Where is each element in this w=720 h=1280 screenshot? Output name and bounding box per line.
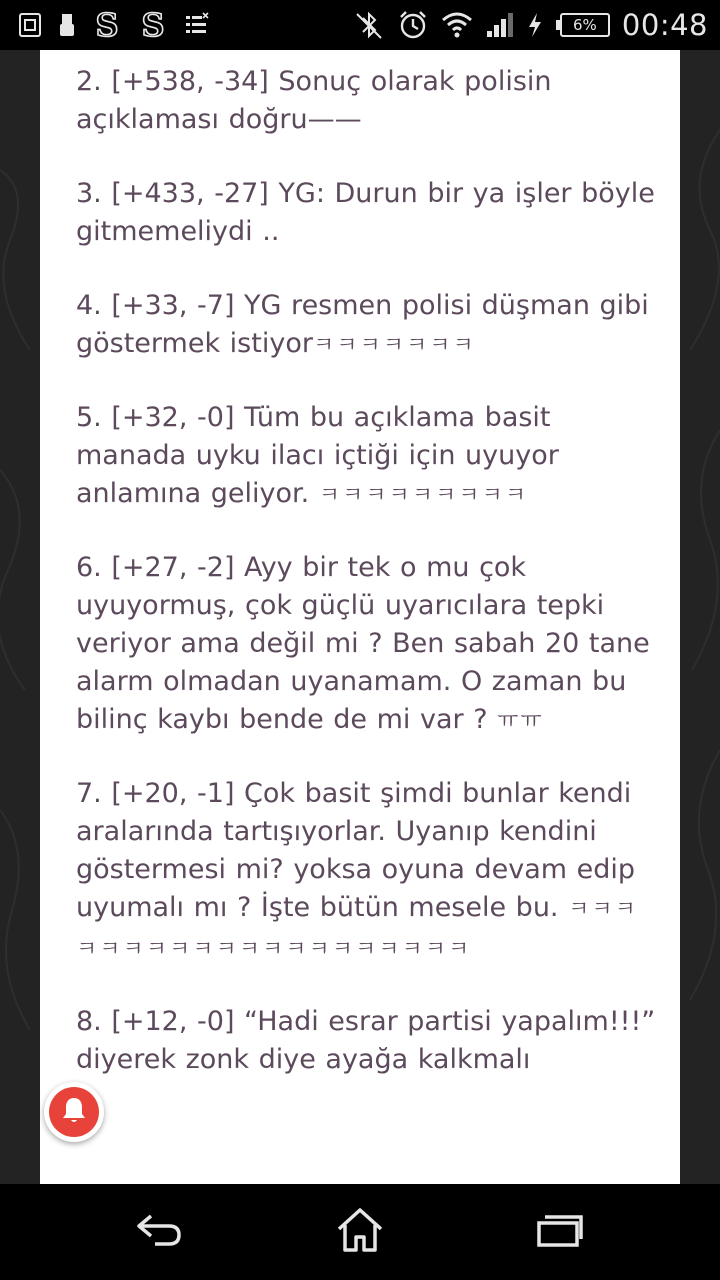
comment-laugh: ㅠㅠ [497,709,544,734]
recent-apps-icon [535,1211,585,1253]
wallpaper-left [0,50,40,1184]
battery-percent: 6% [560,13,610,37]
recent-apps-button[interactable] [530,1206,590,1258]
comment-text: 6. [+27, -2] Ayy bir tek o mu çok uyuyormuş, çok güçlü uyarıcılara tepki veriyor ama değil mi ? Ben sabah 20 tane alarm olmadan uyanamam. O zaman bu bilinç kaybı bende de mi var ? [76,552,650,735]
comment-laugh: ㅋㅋㅋㅋㅋㅋㅋㅋㅋㅋㅋㅋㅋㅋㅋㅋㅋㅋㅋㅋ [76,897,638,962]
comment-item [76,63,656,141]
notes-icon [184,8,210,42]
home-icon [335,1207,385,1257]
bluetooth-off-icon [353,8,385,42]
comment-text: 5. [+32, -0] Tüm bu açıklama basit manada uyku ilacı içtiği için uyuyor anlamına geliyor. [76,402,559,509]
comment-text: 3. [+433, -27] YG: Durun bir ya işler böyle gitmemeliydi .. [76,178,655,247]
wifi-icon [441,8,473,42]
comment-list [76,63,656,1115]
charging-icon [527,8,543,42]
back-arrow-icon [135,1212,185,1252]
comment-text: 7. [+20, -1] Çok basit şimdi bunlar kendi aralarında tartışıyorlar. Uyanıp kendini göstermesi mi? yoksa oyuna devam edip uyumalı mı ? İşte bütün mesele bu. [76,778,636,923]
comment-laugh: ㅋㅋㅋㅋㅋㅋㅋ [312,333,476,358]
app-s-icon [138,8,168,42]
back-button[interactable] [130,1206,190,1258]
usb-icon [58,8,76,42]
navigation-bar [0,1184,720,1280]
comment-laugh: ㅋㅋㅋㅋㅋㅋㅋㅋㅋ [318,483,529,508]
bell-icon [59,1095,89,1129]
status-bar [0,0,720,50]
comment-item [76,399,656,515]
home-button[interactable] [330,1206,390,1258]
notification-bell-button[interactable] [44,1082,104,1142]
article-content[interactable] [40,50,680,1184]
comment-text: 2. [+538, -34] Sonuç olarak polisin açıklaması doğru—— [76,66,552,135]
app-s-icon [92,8,122,42]
battery-indicator [555,13,610,37]
comment-text: 8. [+12, -0] “Hadi esrar partisi yapalım!!!” diyerek zonk diye ayağa kalkmalı [76,1006,656,1075]
comment-item [76,175,656,253]
comment-item [76,287,656,365]
status-clock: 00:48 [621,8,708,42]
comment-text: 4. [+33, -7] YG resmen polisi düşman gibi göstermek istiyor [76,290,649,359]
svg-text:S: S [95,10,119,40]
comment-item [76,1003,656,1081]
signal-icon [485,8,515,42]
wallpaper-right [680,50,720,1184]
svg-text:S: S [141,10,165,40]
comment-item [76,775,656,969]
screenshot-icon [18,8,42,42]
alarm-icon [397,8,429,42]
bell-background [49,1087,99,1137]
comment-item [76,549,656,741]
